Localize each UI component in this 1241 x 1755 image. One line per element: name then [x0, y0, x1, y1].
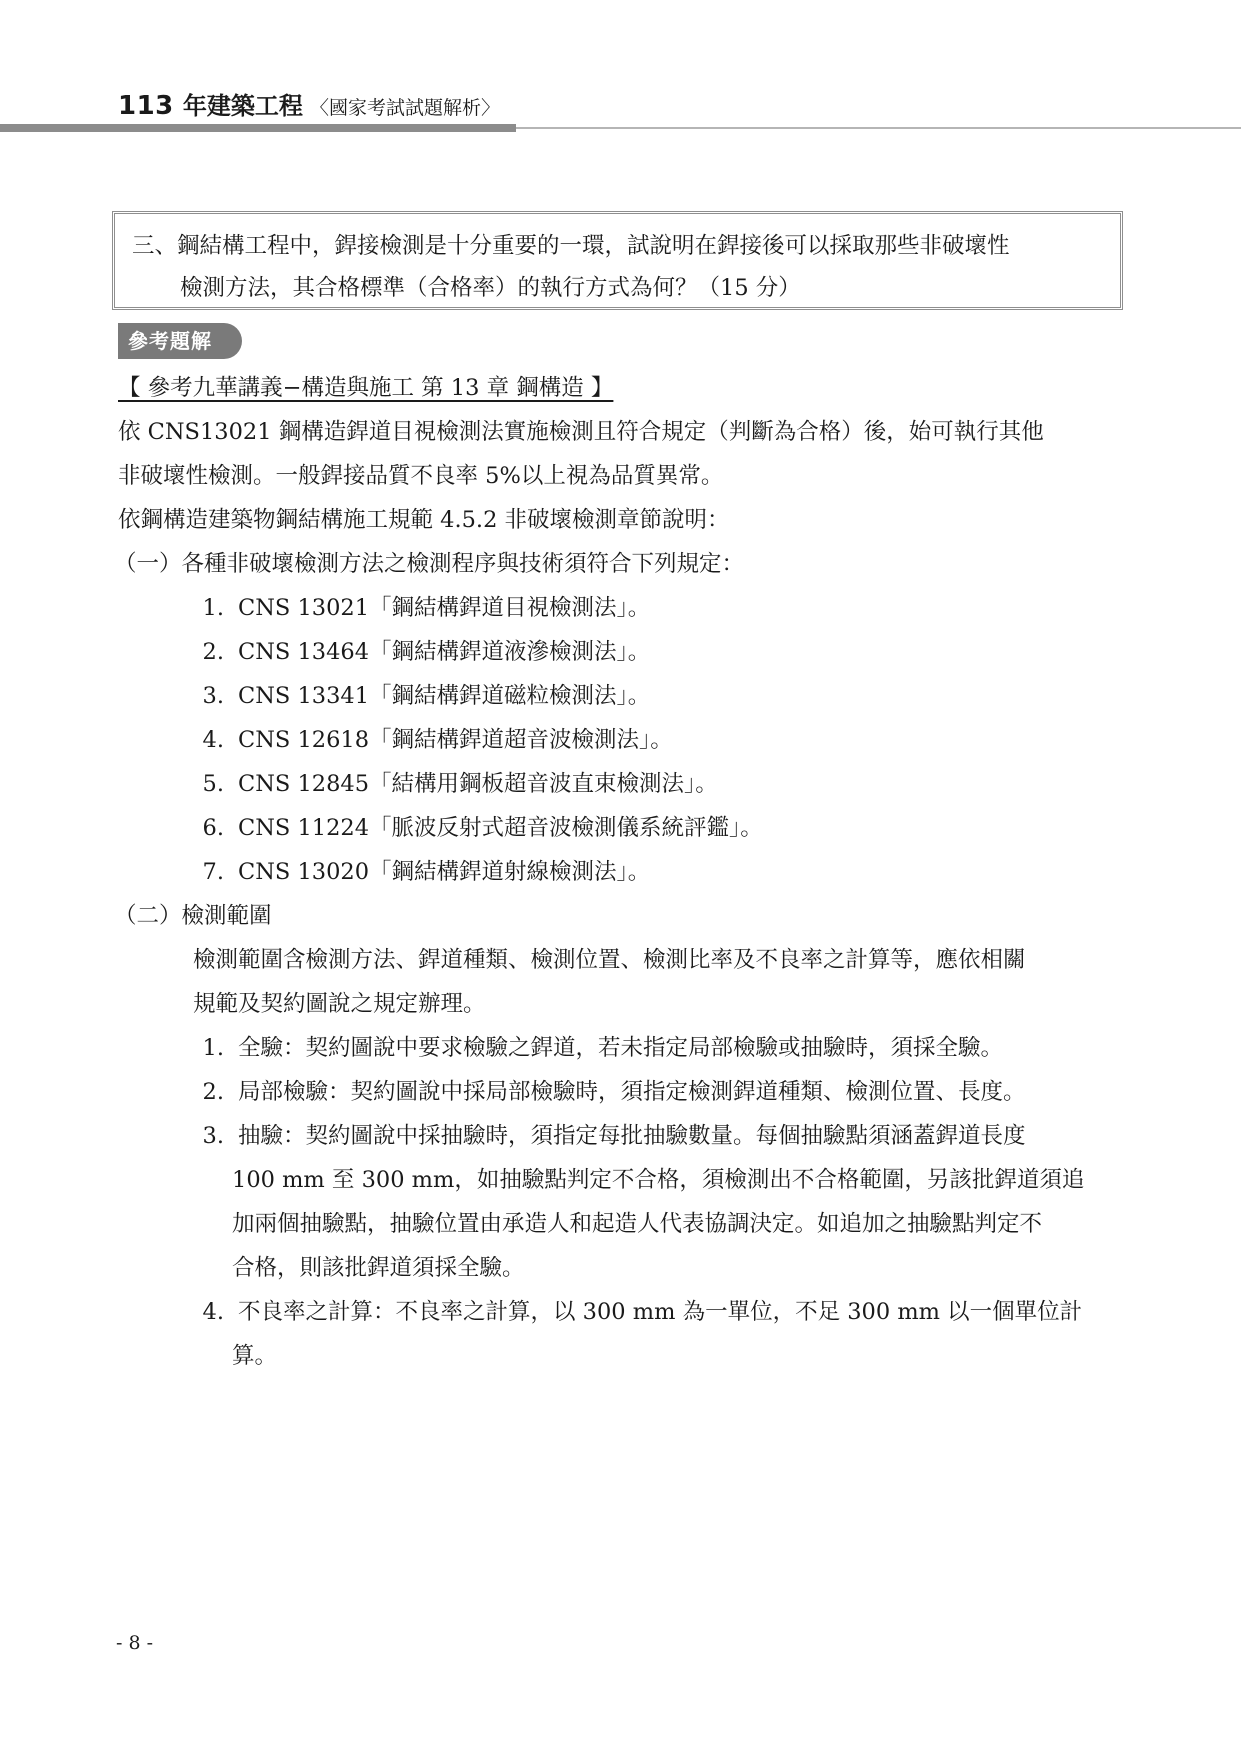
item-text: CNS 11224「脈波反射式超音波檢測儀系統評鑑」。: [238, 815, 763, 841]
question-line-1: 三、鋼結構工程中，銲接檢測是十分重要的一環，試說明在銲接後可以採取那些非破壞性: [132, 233, 1010, 259]
item-text-continued: 算。: [232, 1343, 278, 1369]
section-2-desc-line: 規範及契約圖說之規定辦理。: [193, 991, 486, 1017]
section-2-desc-line: 檢測範圍含檢測方法、銲道種類、檢測位置、檢測比率及不良率之計算等，應依相關: [193, 947, 1026, 973]
item-text-continued: 加兩個抽驗點，抽驗位置由承造人和起造人代表協調決定。如追加之抽驗點判定不: [232, 1211, 1043, 1237]
item-number: 4.: [202, 1299, 224, 1325]
item-number: 3.: [202, 1123, 224, 1149]
list-item: [118, 1026, 1123, 1070]
item-text: CNS 12618「鋼結構銲道超音波檢測法」。: [238, 727, 673, 753]
question-box: [112, 211, 1123, 310]
list-item: [118, 630, 1123, 674]
item-text: CNS 13464「鋼結構銲道液滲檢測法」。: [238, 639, 651, 665]
item-number: 2.: [202, 1079, 224, 1105]
list-item: [118, 1070, 1123, 1114]
question-line-2: 檢測方法，其合格標準（合格率）的執行方式為何？（15 分）: [180, 275, 801, 301]
item-number: 4.: [202, 727, 224, 753]
header-subtitle: 〈國家考試試題解析〉: [309, 97, 500, 119]
list-item: [118, 762, 1123, 806]
item-text-continued: 100 mm 至 300 mm，如抽驗點判定不合格，須檢測出不合格範圍，另該批銲道須追: [232, 1167, 1085, 1193]
section-2-list: [118, 1026, 1123, 1378]
list-item: [118, 850, 1123, 894]
item-number: 2.: [202, 639, 224, 665]
item-number: 6.: [202, 815, 224, 841]
intro-line: 依 CNS13021 鋼構造銲道目視檢測法實施檢測且符合規定（判斷為合格）後，始可執行其他: [118, 419, 1044, 445]
list-item: [118, 674, 1123, 718]
intro-line: 依鋼構造建築物鋼結構施工規範 4.5.2 非破壞檢測章節說明：: [118, 507, 730, 533]
list-item: [118, 718, 1123, 762]
item-text: CNS 13020「鋼結構銲道射線檢測法」。: [238, 859, 651, 885]
page-number: - 8 -: [116, 1632, 154, 1654]
answer-badge: 參考題解: [118, 323, 242, 359]
section-1-list: [118, 586, 1123, 894]
item-text-continued: 合格，則該批銲道須採全驗。: [232, 1255, 525, 1281]
list-item: [118, 1290, 1123, 1334]
item-number: 1.: [202, 1035, 224, 1061]
item-text: CNS 13021「鋼結構銲道目視檢測法」。: [238, 595, 651, 621]
list-item: [118, 586, 1123, 630]
section-1-title: （一）各種非破壞檢測方法之檢測程序與技術須符合下列規定：: [114, 551, 745, 577]
item-text: 抽驗：契約圖說中採抽驗時，須指定每批抽驗數量。每個抽驗點須涵蓋銲道長度: [238, 1123, 1026, 1149]
header-rule-thick: [0, 124, 516, 132]
item-text: 不良率之計算：不良率之計算，以 300 mm 為一單位，不足 300 mm 以一個單位計: [238, 1299, 1083, 1325]
header-title: 年建築工程: [182, 92, 303, 120]
item-text: CNS 13341「鋼結構銲道磁粒檢測法」。: [238, 683, 651, 709]
list-item: [118, 1114, 1123, 1158]
section-2-title: （二）檢測範圍: [114, 903, 272, 929]
reference-line: 【 參考九華講義−構造與施工 第 13 章 鋼構造 】: [118, 375, 614, 401]
item-number: 7.: [202, 859, 224, 885]
list-item: [118, 806, 1123, 850]
item-text: 全驗：契約圖說中要求檢驗之銲道，若未指定局部檢驗或抽驗時，須採全驗。: [238, 1035, 1004, 1061]
header-rule-thin: [516, 127, 1241, 129]
answer-body: [114, 366, 1123, 1378]
item-number: 1.: [202, 595, 224, 621]
intro-line: 非破壞性檢測。一般銲接品質不良率 5%以上視為品質異常。: [118, 463, 724, 489]
item-text: CNS 12845「結構用鋼板超音波直束檢測法」。: [238, 771, 718, 797]
item-text: 局部檢驗：契約圖說中採局部檢驗時，須指定檢測銲道種類、檢測位置、長度。: [238, 1079, 1026, 1105]
item-number: 3.: [202, 683, 224, 709]
page-header: [118, 86, 500, 121]
header-year: 113: [118, 91, 174, 121]
item-number: 5.: [202, 771, 224, 797]
